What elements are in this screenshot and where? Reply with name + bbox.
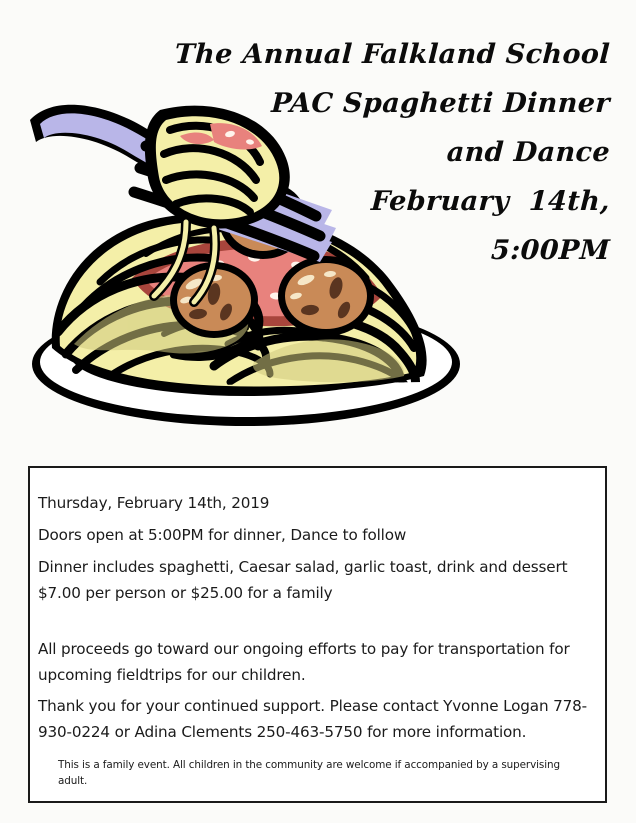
title-line-5: 5:00PM (490, 235, 611, 266)
title-line-3: and Dance (446, 137, 611, 168)
detail-date-line-1: Thursday, February 14th, 2019 (38, 494, 270, 512)
fork-twirl (145, 106, 290, 229)
detail-menu-line-2: $7.00 per person or $25.00 for a family (38, 584, 333, 602)
detail-doors-line-1: Doors open at 5:00PM for dinner, Dance to follow (38, 526, 407, 544)
event-details-content (30, 468, 605, 789)
detail-contact (38, 693, 591, 745)
detail-contact-line-1: Thank you for your continued support. Please contact Yvonne Logan 778- (38, 697, 587, 715)
detail-proceeds (38, 636, 591, 688)
detail-doors (38, 522, 591, 548)
detail-proceeds-line-1: All proceeds go toward our ongoing efforts to pay for transportation for (38, 640, 570, 658)
title-line-1: The Annual Falkland School (173, 39, 611, 70)
detail-proceeds-line-2: upcoming fieldtrips for our children. (38, 666, 306, 684)
title-line-4: February 14th, (370, 186, 611, 217)
detail-contact-line-2: 930-0224 or Adina Clements 250-463-5750 for more information. (38, 723, 527, 741)
detail-menu-line-1: Dinner includes spaghetti, Caesar salad, garlic toast, drink and dessert (38, 558, 568, 576)
meatball-right (278, 256, 374, 336)
spaghetti-illustration (14, 82, 484, 432)
fine-print-note: This is a family event. All children in the community are welcome if accompanied by a supervising adult. (58, 759, 560, 787)
detail-menu (38, 554, 591, 606)
event-details-box (28, 466, 607, 803)
title-line-2: PAC Spaghetti Dinner (270, 88, 611, 119)
detail-date (38, 490, 591, 516)
